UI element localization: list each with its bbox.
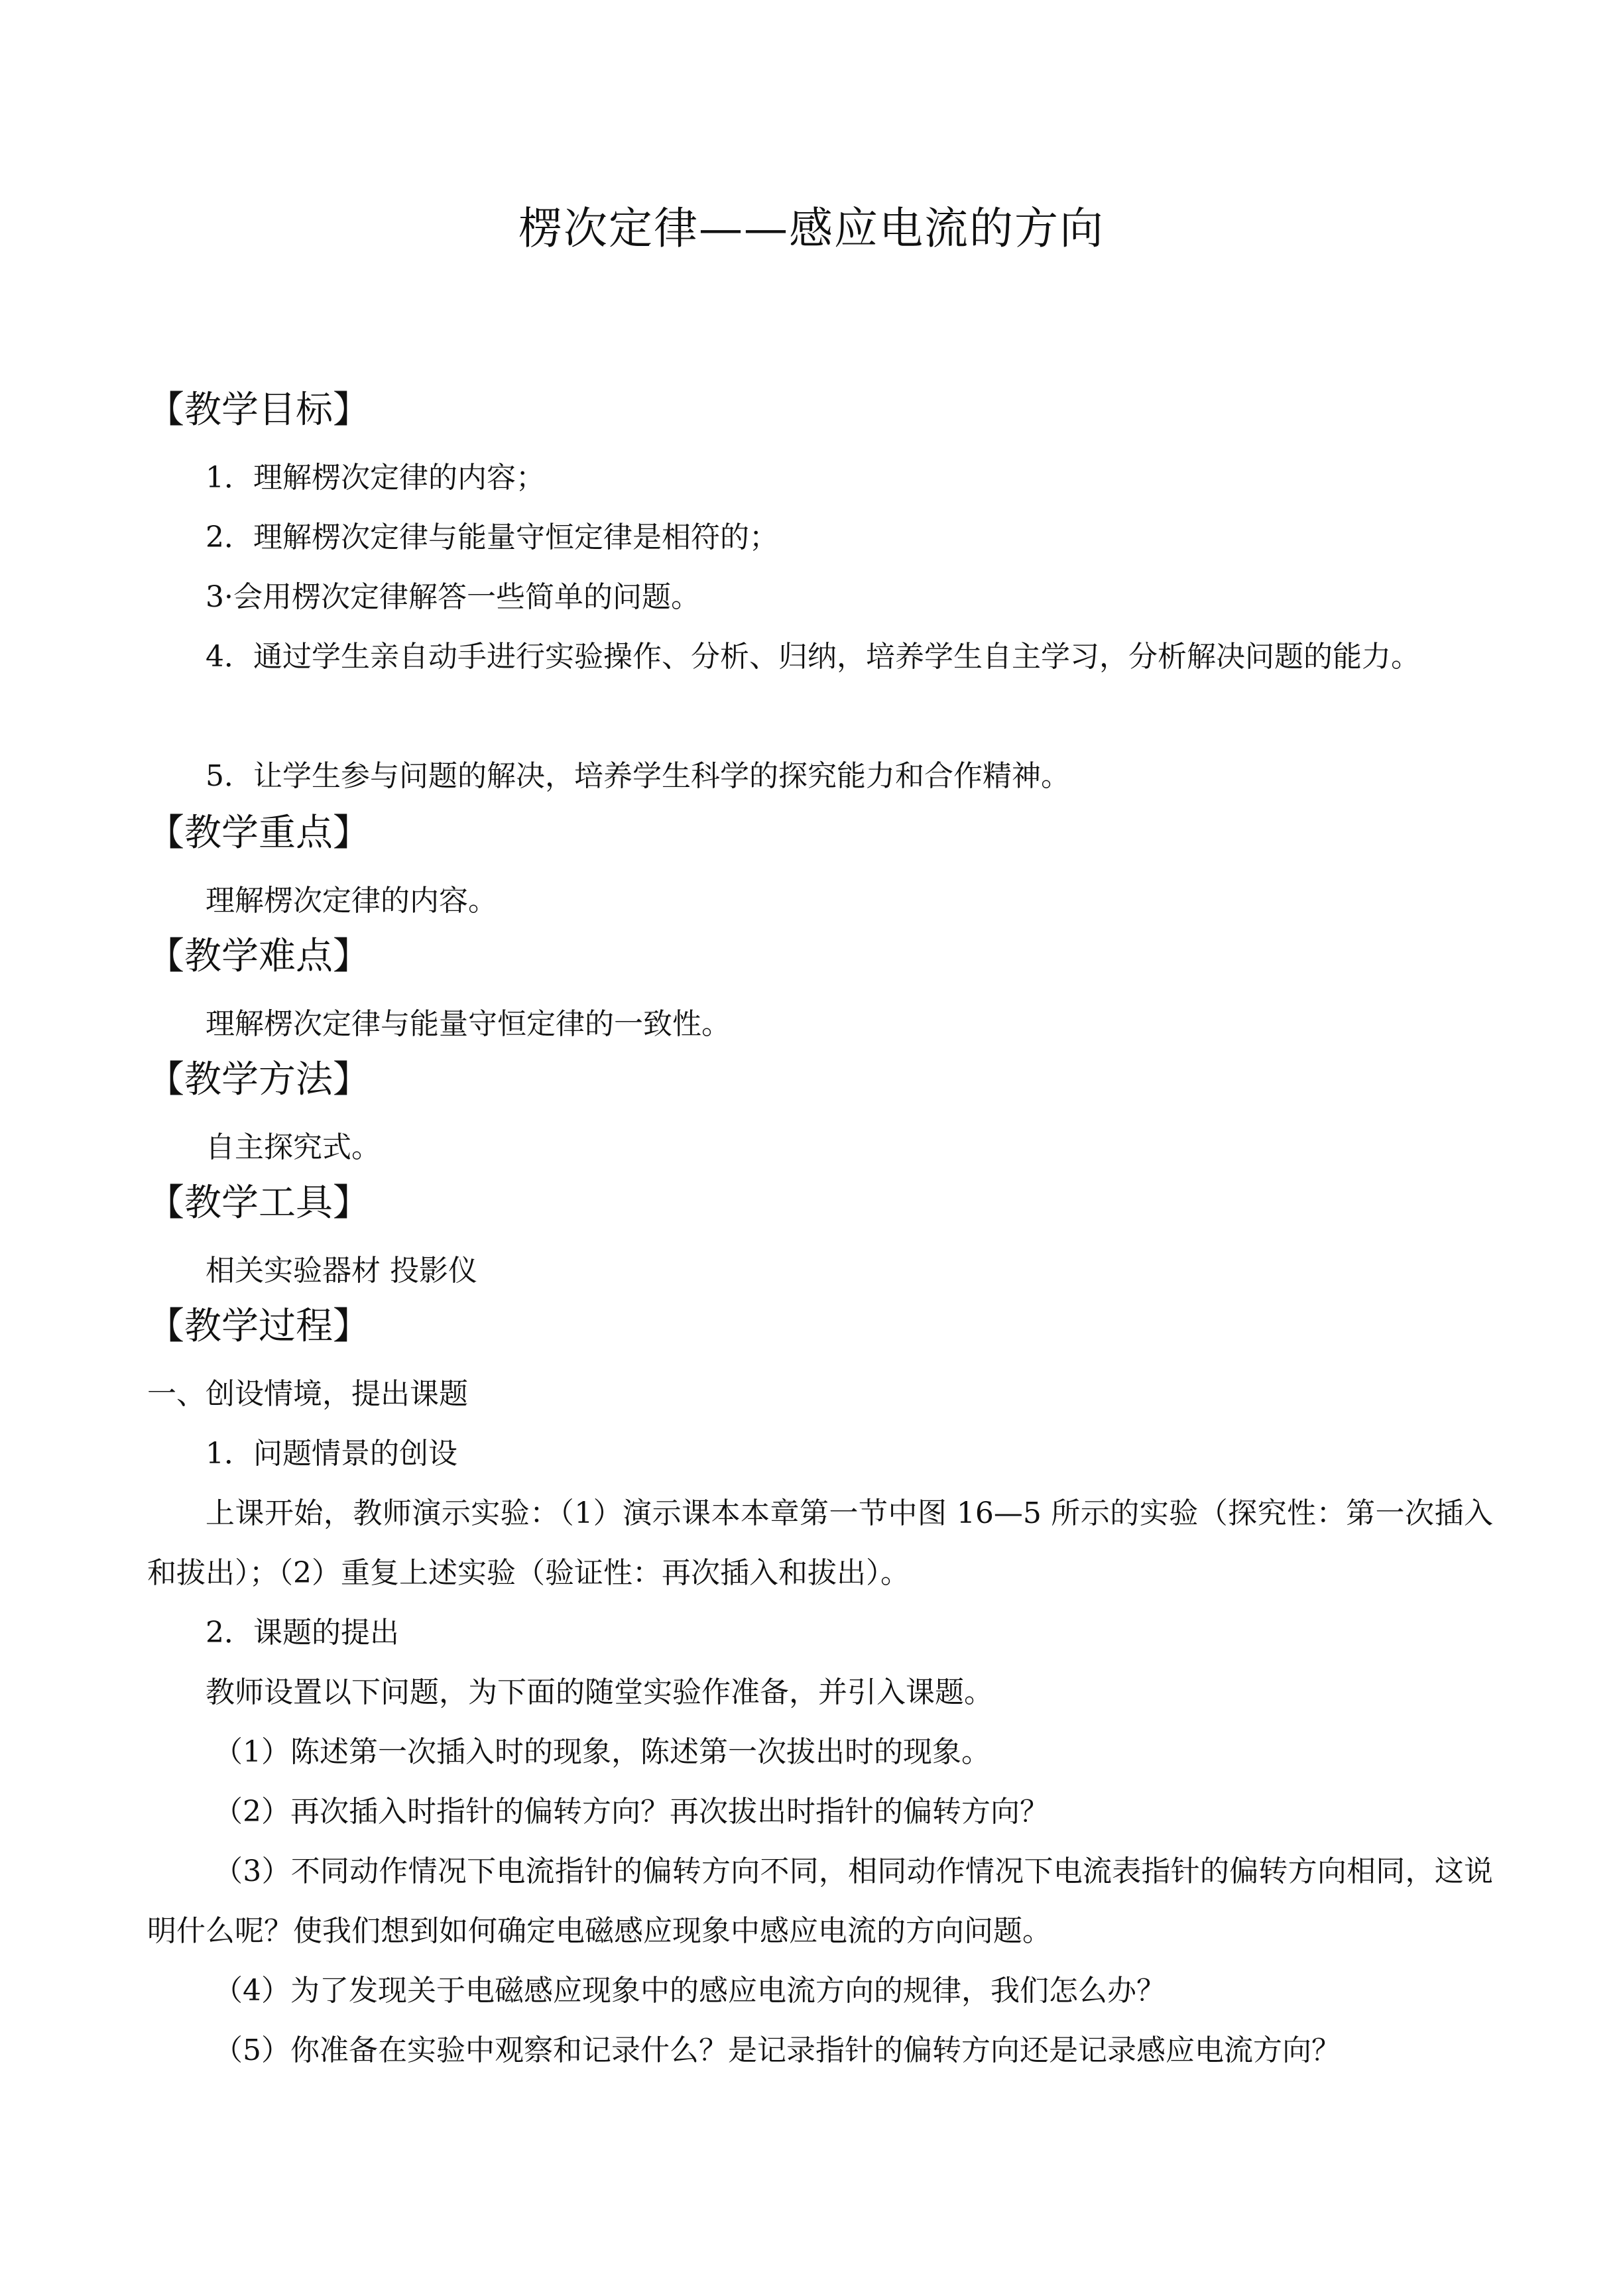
process-part1-title: 一、创设情境，提出课题 <box>147 1377 468 1411</box>
process-sub2-text: 教师设置以下问题，为下面的随堂实验作准备，并引入课题。 <box>206 1675 993 1709</box>
process-question-3: （3）不同动作情况下电流指针的偏转方向不同，相同动作情况下电流表指针的偏转方向相同，这说明什么呢？使我们想到如何确定电磁感应现象中感应电流的方向问题。 <box>147 1854 1493 1948</box>
difficulties-heading: 【教学难点】 <box>147 935 370 978</box>
process-question-2: （2）再次插入时指针的偏转方向？再次拔出时指针的偏转方向？ <box>213 1795 1049 1829</box>
difficulties-text: 理解楞次定律与能量守恒定律的一致性。 <box>206 1007 731 1041</box>
process-question-5: （5）你准备在实验中观察和记录什么？是记录指针的偏转方向还是记录感应电流方向？ <box>213 2033 1341 2067</box>
objective-item-4: 4．通过学生亲自动手进行实验操作、分析、归纳，培养学生自主学习，分析解决问题的能力。 <box>206 640 1420 674</box>
objective-item-2: 2．理解楞次定律与能量守恒定律是相符的； <box>206 520 778 554</box>
process-heading: 【教学过程】 <box>147 1305 370 1348</box>
key-points-heading: 【教学重点】 <box>147 812 370 855</box>
method-heading: 【教学方法】 <box>147 1058 370 1101</box>
process-sub1-title: 1．问题情景的创设 <box>206 1437 457 1471</box>
page-title: 楞次定律——感应电流的方向 <box>518 203 1105 254</box>
objective-item-5: 5．让学生参与问题的解决，培养学生科学的探究能力和合作精神。 <box>206 759 1070 793</box>
objective-item-1: 1．理解楞次定律的内容； <box>206 461 545 495</box>
process-question-1: （1）陈述第一次插入时的现象，陈述第一次拔出时的现象。 <box>213 1735 991 1769</box>
process-question-4: （4）为了发现关于电磁感应现象中的感应电流方向的规律，我们怎么办？ <box>213 1974 1166 2008</box>
method-text: 自主探究式。 <box>206 1130 381 1164</box>
key-points-text: 理解楞次定律的内容。 <box>206 884 497 918</box>
process-sub2-title: 2．课题的提出 <box>206 1616 399 1650</box>
objective-item-3: 3·会用楞次定律解答一些简单的问题。 <box>206 580 700 614</box>
tools-text: 相关实验器材 投影仪 <box>206 1254 477 1288</box>
tools-heading: 【教学工具】 <box>147 1181 370 1225</box>
objectives-heading: 【教学目标】 <box>147 389 370 432</box>
process-sub1-text: 上课开始，教师演示实验：（1）演示课本本章第一节中图 16—5 所示的实验（探究性：第一次插入和拔出）；（2）重复上述实验（验证性：再次插入和拔出）。 <box>147 1496 1493 1590</box>
